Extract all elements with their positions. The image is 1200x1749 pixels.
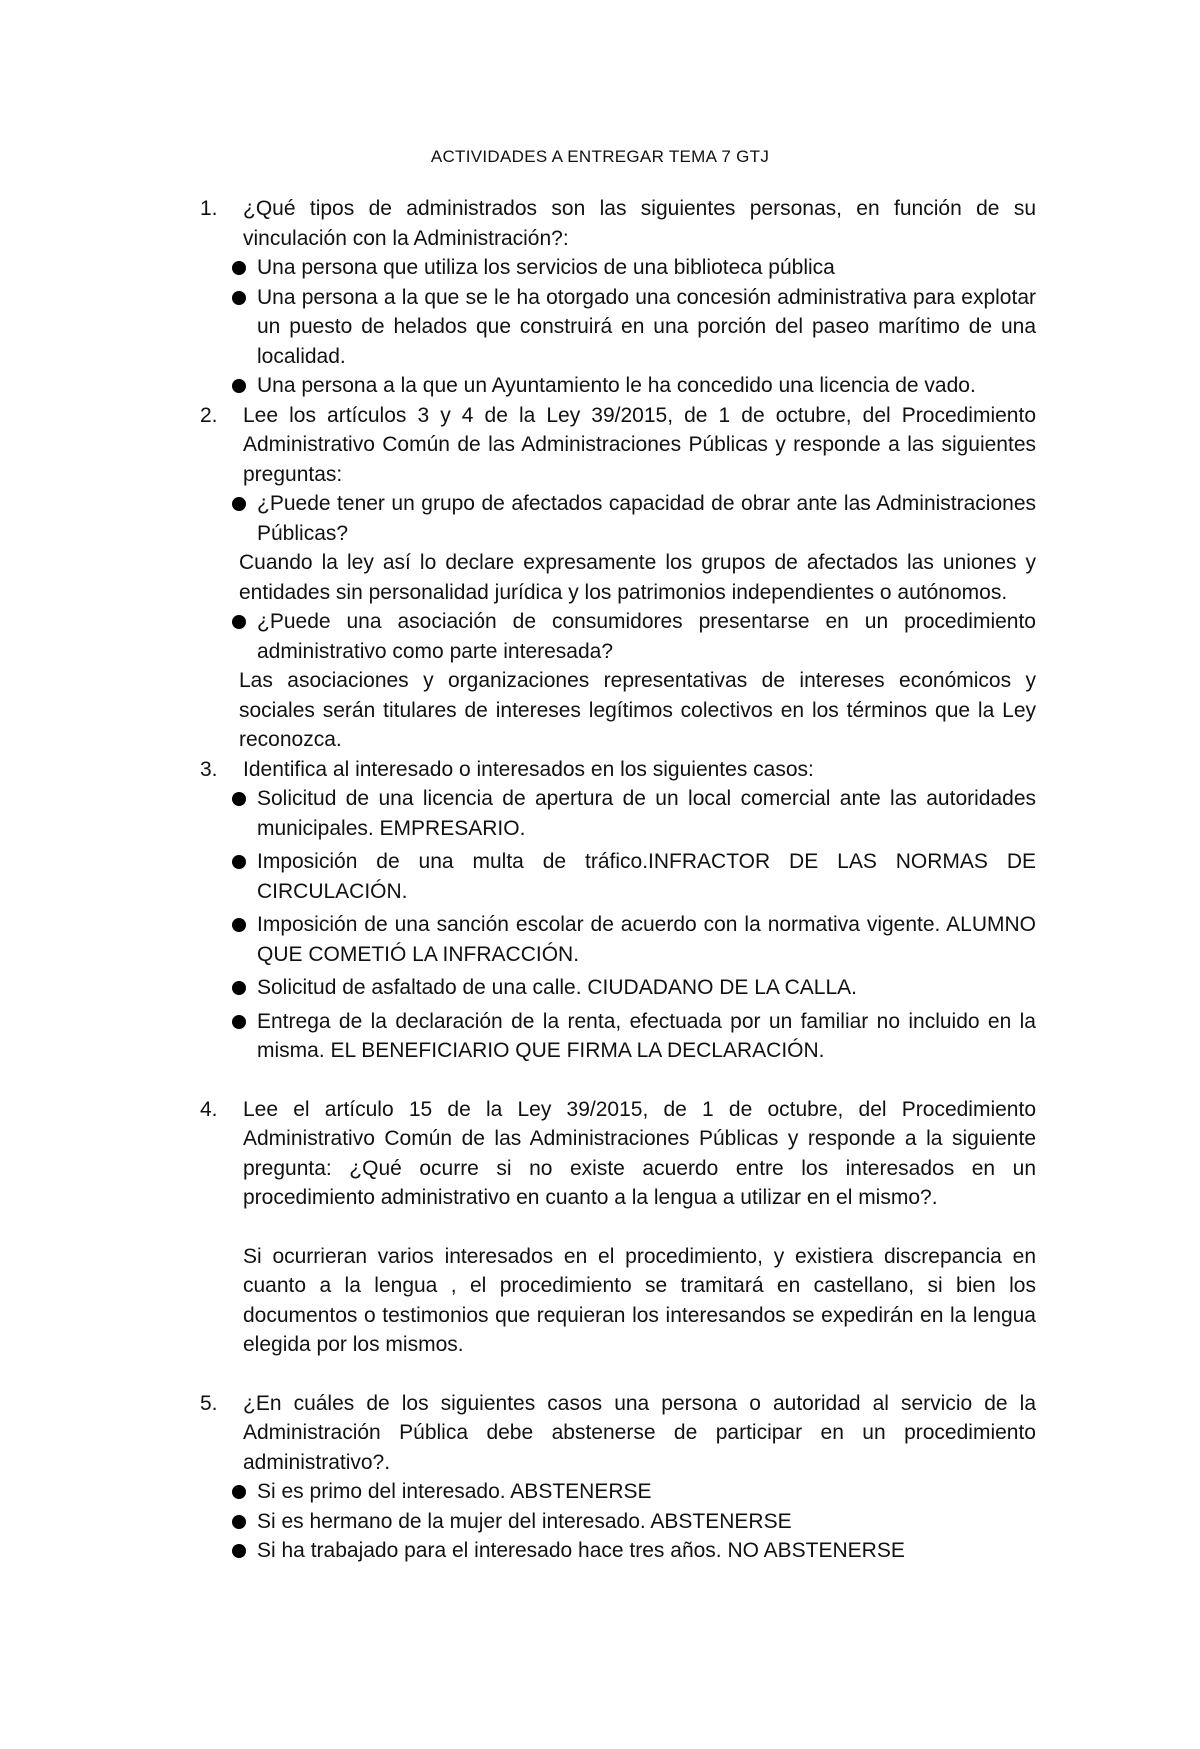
question-text: ¿Qué tipos de administrados son las siguientes personas, en función de su vinculación con la Administración?: (243, 197, 1036, 250)
answer-text: Si ocurrieran varios interesados en el procedimiento, y existiera discrepancia en cuanto a la lengua , el procedimiento se tramitará en castellano, si bien los documentos o testimonios que requieran los interesandos se expedirán en la lengua elegida por los mismos. (243, 1244, 1036, 1356)
bullet-icon (229, 847, 257, 906)
bullet-list (229, 489, 1036, 755)
list-item: Entrega de la declaración de la renta, efectuada por un familiar no incluido en la misma. EL BENEFICIARIO QUE FIRMA LA DECLARACIÓN. (229, 1007, 1036, 1066)
list-item: Una persona a la que se le ha otorgado una concesión administrativa para explotar un puesto de helados que construirá en una porción del paseo marítimo de una localidad. (229, 283, 1036, 372)
question-3 (200, 755, 1036, 1066)
bullet-icon (229, 910, 257, 969)
question-text: Identifica al interesado o interesados en los siguientes casos: (243, 757, 814, 781)
list-item: Una persona a la que un Ayuntamiento le ha concedido una licencia de vado. (229, 371, 1036, 401)
answer-text: Cuando la ley así lo declare expresamente los grupos de afectados las uniones y entidades sin personalidad jurídica y los patrimonios independientes o autónomos. (239, 551, 1036, 604)
bullet-icon (229, 784, 257, 843)
list-item: Solicitud de una licencia de apertura de un local comercial ante las autoridades municipales. EMPRESARIO. (229, 784, 1036, 843)
list-item: Si es primo del interesado. ABSTENERSE (229, 1477, 1036, 1507)
question-number: 1. (200, 197, 218, 220)
question-number: 4. (200, 1097, 218, 1121)
question-4 (200, 1095, 1036, 1360)
list-item: ¿Puede una asociación de consumidores presentarse en un procedimiento administrativo como parte interesada? (229, 607, 1036, 666)
list-item: Solicitud de asfaltado de una calle. CIUDADANO DE LA CALLA. (229, 973, 1036, 1003)
question-text: Lee los artículos 3 y 4 de la Ley 39/2015, de 1 de octubre, del Procedimiento Administrativo Común de las Administraciones Públicas y responde a las siguientes preguntas: (243, 403, 1036, 486)
bullet-list (229, 1477, 1036, 1566)
bullet-list (229, 253, 1036, 401)
bullet-icon (229, 1536, 257, 1566)
question-2 (200, 401, 1036, 755)
list-item: Si es hermano de la mujer del interesado. ABSTENERSE (229, 1507, 1036, 1537)
bullet-icon (229, 283, 257, 372)
question-number: 3. (200, 757, 218, 781)
question-text: Lee el artículo 15 de la Ley 39/2015, de 1 de octubre, del Procedimiento Administrativo Común de las Administraciones Públicas y responde a la siguiente pregunta: ¿Qué ocurre si no existe acuerdo entre los interesados en un procedimiento administrativo en cuanto a la lengua a utilizar en el mismo?. (243, 1097, 1036, 1209)
activities-list (200, 194, 1036, 1566)
bullet-icon (229, 973, 257, 1003)
question-5 (200, 1389, 1036, 1566)
list-item: Una persona que utiliza los servicios de una biblioteca pública (229, 253, 1036, 283)
document-title: ACTIVIDADES A ENTREGAR TEMA 7 GTJ (430, 147, 770, 166)
list-item: ¿Puede tener un grupo de afectados capacidad de obrar ante las Administraciones Públicas? (229, 489, 1036, 548)
bullet-icon (229, 371, 257, 401)
list-item: Imposición de una multa de tráfico.INFRACTOR DE LAS NORMAS DE CIRCULACIÓN. (229, 847, 1036, 906)
question-text: ¿En cuáles de los siguientes casos una persona o autoridad al servicio de la Administración Pública debe abstenerse de participar en un procedimiento administrativo?. (243, 1391, 1036, 1474)
bullet-icon (229, 607, 257, 666)
list-item: Imposición de una sanción escolar de acuerdo con la normativa vigente. ALUMNO QUE COMETIÓ LA INFRACCIÓN. (229, 910, 1036, 969)
bullet-icon (229, 253, 257, 283)
answer-text: Las asociaciones y organizaciones representativas de intereses económicos y sociales serán titulares de intereses legítimos colectivos en los términos que la Ley reconozca. (239, 669, 1036, 751)
question-number: 2. (200, 403, 218, 427)
question-number: 5. (200, 1391, 218, 1415)
bullet-list (229, 784, 1036, 1066)
bullet-icon (229, 1007, 257, 1066)
bullet-icon (229, 1507, 257, 1537)
question-1 (200, 194, 1036, 401)
bullet-icon (229, 1477, 257, 1507)
bullet-icon (229, 489, 257, 548)
list-item: Si ha trabajado para el interesado hace tres años. NO ABSTENERSE (229, 1536, 1036, 1566)
